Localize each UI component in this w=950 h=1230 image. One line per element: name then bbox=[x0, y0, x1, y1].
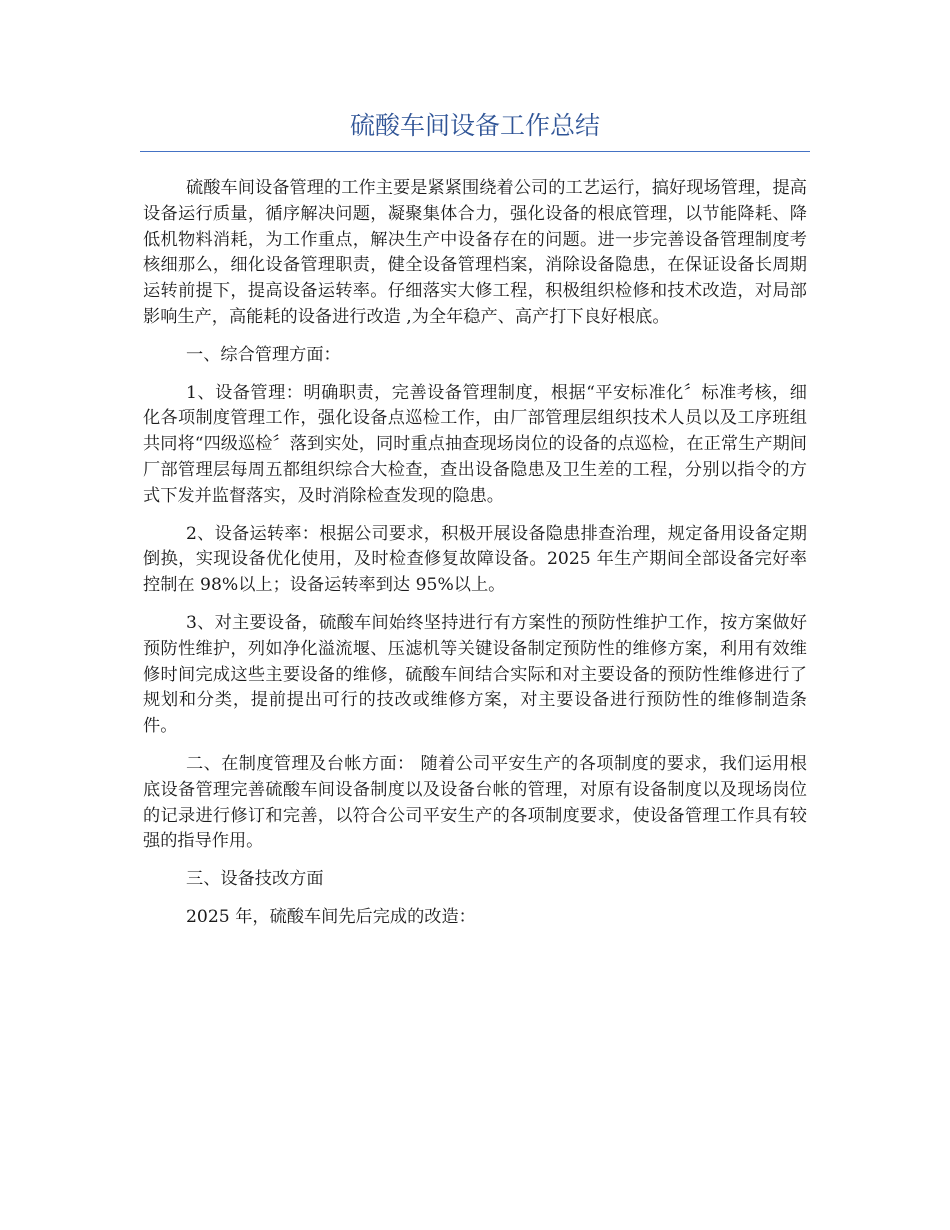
title-underline bbox=[140, 151, 810, 152]
paragraph-preventive-maintenance: 3、对主要设备，硫酸车间始终坚持进行有方案性的预防性维护工作，按方案做好预防性维护，列如净化溢流堰、压滤机等关键设备制定预防性的维修方案，利用有效维修时间完成这些主要设备的维修，硫酸车间结合实际和对主要设备的预防性维修进行了规划和分类，提前提出可行的技改或维修方案，对主要设备进行预防性的维修制造条件。 bbox=[143, 612, 807, 737]
intro-paragraph: 硫酸车间设备管理的工作主要是紧紧围绕着公司的工艺运行，搞好现场管理，提高设备运行质量，循序解决问题，凝聚集体合力，强化设备的根底管理，以节能降耗、降低机物料消耗，为工作重点，解决生产中设备存在的问题。进一步完善设备管理制度考核细那么，细化设备管理职责，健全设备管理档案，消除设备隐患，在保证设备长周期运转前提下，提高设备运转率。仔细落实大修工程，积极组织检修和技术改造，对局部影响生产，高能耗的设备进行改造 ,为全年稳产、高产打下良好根底。 bbox=[143, 178, 807, 327]
document-title: 硫酸车间设备工作总结 bbox=[349, 111, 600, 140]
section-heading-general-management: 一、综合管理方面： bbox=[186, 344, 341, 365]
paragraph-system-and-ledger: 二、在制度管理及台帐方面： 随着公司平安生产的各项制度的要求，我们运用根底设备管理完善硫酸车间设备制度以及设备台帐的管理，对原有设备制度以及现场岗位的记录进行修订和完善，以符合公司平安生产的各项制度要求，使设备管理工作具有较强的指导作用。 bbox=[143, 753, 807, 852]
paragraph-equipment-operation-rate: 2、设备运转率：根据公司要求，积极开展设备隐患排查治理，规定备用设备定期倒换，实现设备优化使用，及时检查修复故障设备。2025 年生产期间全部设备完好率控制在 98%以上；设备运转率到达 95%以上。 bbox=[143, 523, 807, 596]
paragraph-renovations-completed: 2025 年，硫酸车间先后完成的改造： bbox=[186, 906, 476, 927]
paragraph-equipment-management: 1、设备管理：明确职责，完善设备管理制度，根据“平安标准化〞标准考核，细化各项制度管理工作，强化设备点巡检工作，由厂部管理层组织技术人员以及工序班组共同将“四级巡检〞落到实处，同时重点抽查现场岗位的设备的点巡检，在正常生产期间厂部管理层每周五都组织综合大检查，查出设备隐患及卫生差的工程，分别以指令的方式下发并监督落实，及时消除检查发现的隐患。 bbox=[143, 382, 807, 506]
section-heading-technical-renovation: 三、设备技改方面 bbox=[186, 869, 324, 890]
document-body bbox=[143, 176, 807, 943]
